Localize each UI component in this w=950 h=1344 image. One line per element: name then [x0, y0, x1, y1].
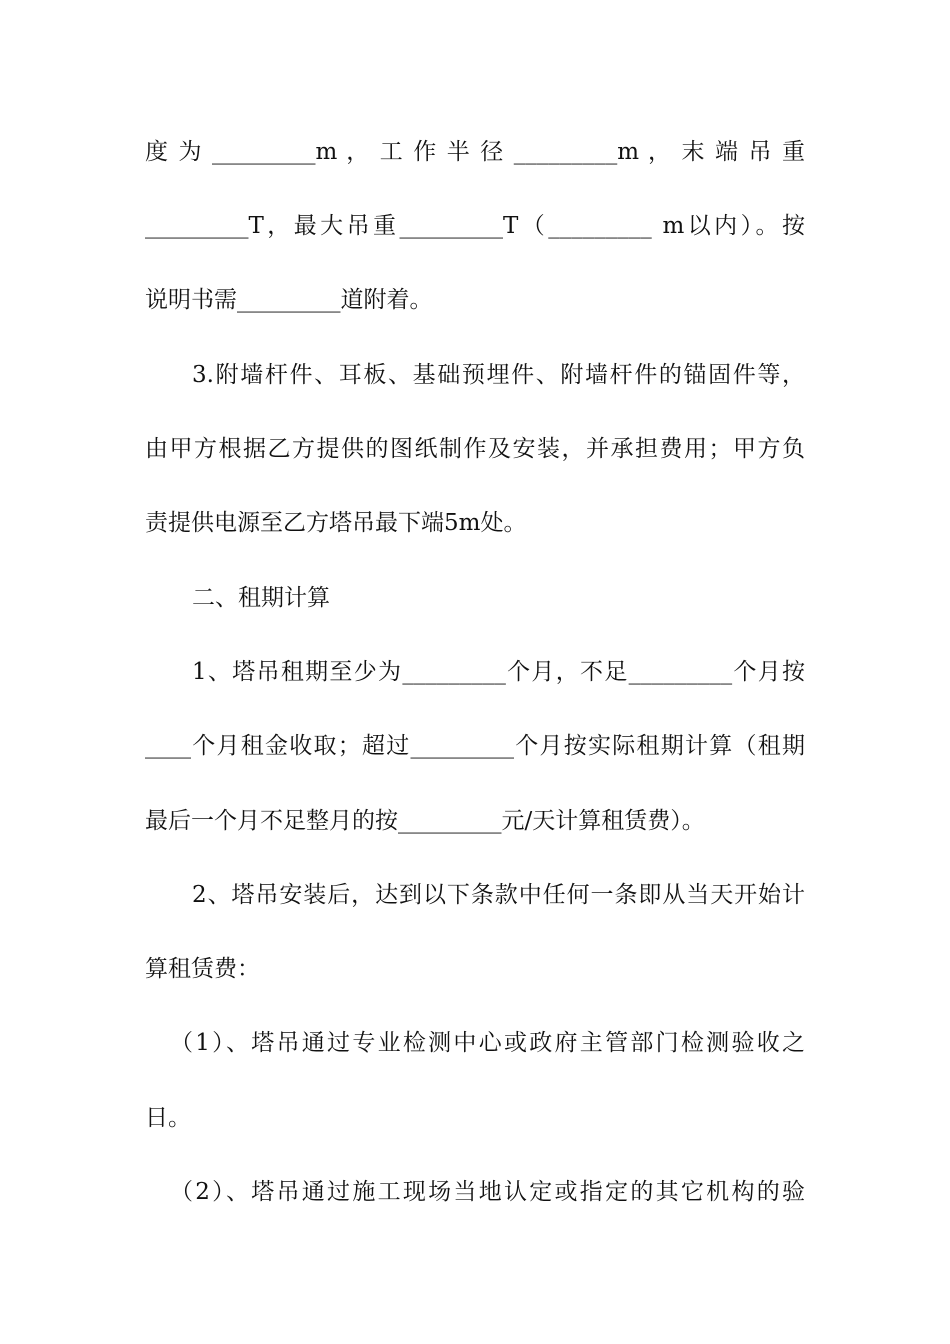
text-line-9: ____个月租金收取；超过_________个月按实际租期计算（租期 — [145, 733, 805, 759]
text-line-12: 算租赁费： — [145, 956, 260, 982]
text-line-4: 3.附墙杆件、耳板、基础预埋件、附墙杆件的锚固件等， — [192, 362, 805, 388]
text-line-11: 2、塔吊安装后，达到以下条款中任何一条即从当天开始计 — [192, 882, 805, 908]
text-line-15: （2）、塔吊通过施工现场当地认定或指定的其它机构的验 — [170, 1179, 805, 1205]
text-line-6: 责提供电源至乙方塔吊最下端5m处。 — [145, 510, 527, 536]
text-line-8: 1、塔吊租期至少为_________个月，不足_________个月按 — [192, 659, 805, 685]
text-line-1: 度 为 _________m ， 工 作 半 径 _________m ， 末 端 吊 重 — [145, 139, 805, 165]
text-line-10: 最后一个月不足整月的按_________元/天计算租赁费）。 — [145, 808, 705, 834]
text-line-2: _________T，最大吊重_________T（_________ m以内）。按 — [145, 213, 805, 239]
text-line-14: 日。 — [145, 1105, 191, 1131]
text-line-3: 说明书需_________道附着。 — [145, 287, 433, 313]
section-heading: 二、租期计算 — [192, 585, 330, 611]
text-line-13: （1）、塔吊通过专业检测中心或政府主管部门检测验收之 — [170, 1030, 805, 1056]
text-line-5: 由甲方根据乙方提供的图纸制作及安装，并承担费用；甲方负 — [145, 436, 805, 462]
